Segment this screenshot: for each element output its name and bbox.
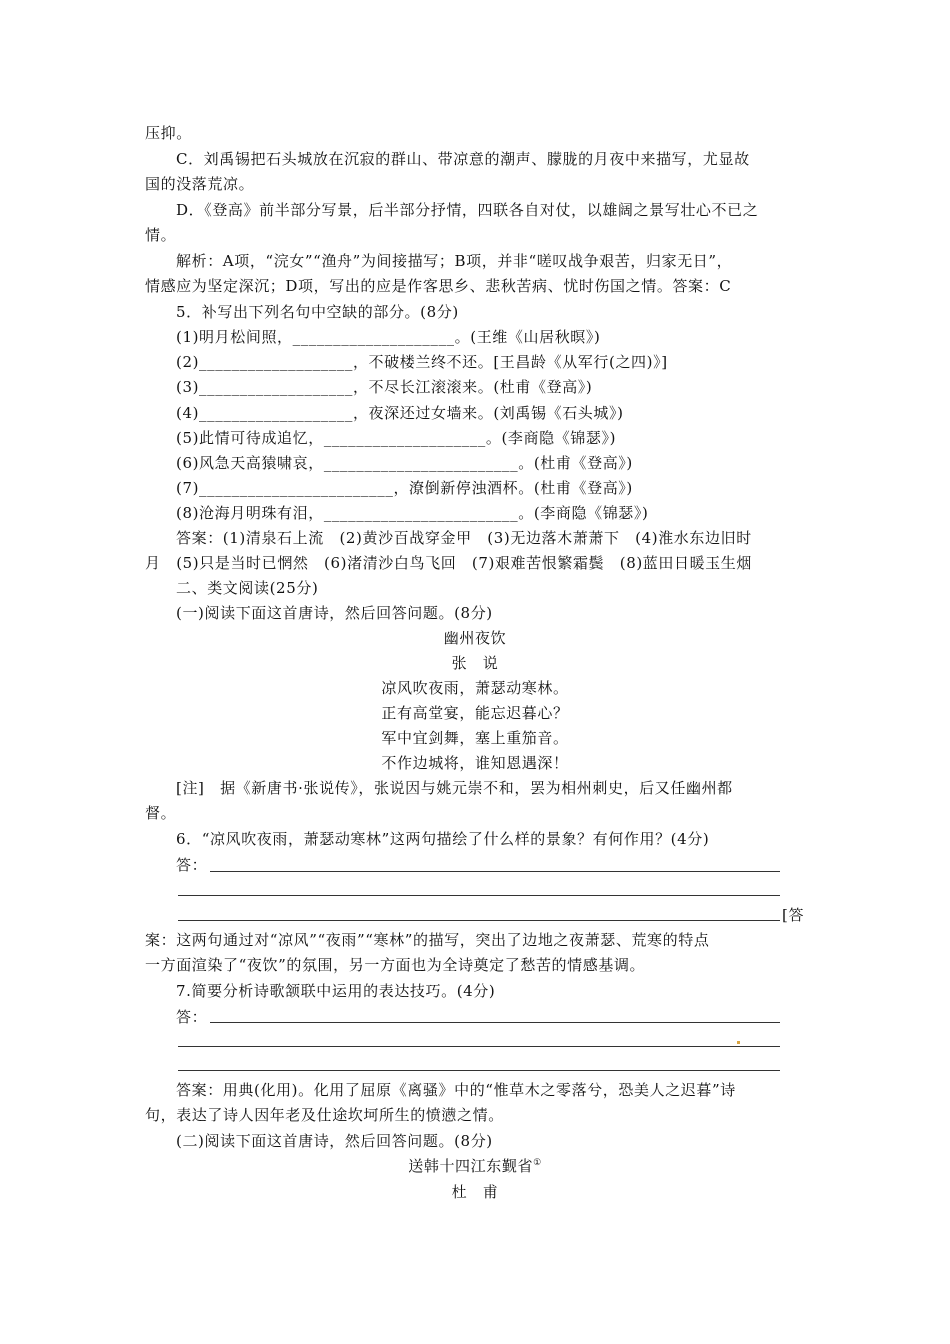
answer-line xyxy=(178,1070,780,1071)
answer-6-line2: 一方面渲染了“夜饮”的氛围，另一方面也为全诗奠定了愁苦的情感基调。 xyxy=(145,956,646,974)
answer-7-line2: 句，表达了诗人因年老及仕途坎坷所生的愤懑之情。 xyxy=(145,1106,504,1124)
note-line1: [注] 据《新唐书·张说传》，张说因与姚元崇不和，罢为相州刺史，后又任幽州都 xyxy=(176,779,733,797)
fill-item-3: (3)___________________，不尽长江滚滚来。(杜甫《登高》) xyxy=(176,378,593,396)
option-c-line1: C．刘禹锡把石头城放在沉寂的群山、带凉意的潮声、朦胧的月夜中来描写，尤显故 xyxy=(176,150,750,168)
text-line: 压抑。 xyxy=(145,124,192,142)
answer-label-7: 答： xyxy=(176,1008,208,1026)
fill-item-4: (4)___________________，夜深还过女墙来。(刘禹锡《石头城》) xyxy=(176,404,624,422)
analysis-line2: 情感应为坚定深沉；D项，写出的应是作客思乡、悲秋苦病、忧时伤国之情。答案：C xyxy=(145,277,732,295)
fill-item-6: (6)风急天高猿啸哀，________________________。(杜甫《登高》) xyxy=(176,454,633,472)
option-d-line1: D．《登高》前半部分写景，后半部分抒情，四联各自对仗，以雄阔之景写壮心不已之 xyxy=(176,201,759,219)
part-1-intro: (一)阅读下面这首唐诗，然后回答问题。(8分) xyxy=(176,604,493,622)
answer-label-6: 答： xyxy=(176,856,208,874)
fill-item-2: (2)___________________，不破楼兰终不还。[王昌龄《从军行(之四)》] xyxy=(176,353,668,371)
note-line2: 督。 xyxy=(145,804,177,822)
part-2-intro: (二)阅读下面这首唐诗，然后回答问题。(8分) xyxy=(176,1132,493,1150)
poem-2-title xyxy=(0,1156,950,1176)
footnote-marker: ① xyxy=(533,1158,542,1168)
poem-1-author: 张 说 xyxy=(451,654,499,672)
answer-5-line2: 月 (5)只是当时已惘然 (6)渚清沙白鸟飞回 (7)艰难苦恨繁霜鬓 (8)蓝田日暖玉生烟 xyxy=(145,554,752,572)
fill-item-5: (5)此情可待成追忆，____________________。(李商隐《锦瑟》) xyxy=(176,429,617,447)
answer-line xyxy=(178,920,780,921)
answer-line xyxy=(178,895,780,896)
fill-item-1: (1)明月松间照，____________________。(王维《山居秋暝》) xyxy=(176,328,601,346)
option-c-line2: 国的没落荒凉。 xyxy=(145,175,255,193)
poem-1-verse-4: 不作边城将，谁知恩遇深！ xyxy=(381,754,569,772)
answer-6-line1: 案：这两句通过对“凉风”“夜雨”“寒林”的描写，突出了边地之夜萧瑟、荒寒的特点 xyxy=(145,931,710,949)
section-heading: 二、类文阅读(25分) xyxy=(176,579,319,597)
answer-bracket: [答 xyxy=(782,906,805,924)
fill-item-8: (8)沧海月明珠有泪，________________________。(李商隐《锦瑟》) xyxy=(176,504,649,522)
question-6: 6．“凉风吹夜雨，萧瑟动寒林”这两句描绘了什么样的景象？有何作用？(4分) xyxy=(176,830,710,848)
poem-1-title: 幽州夜饮 xyxy=(443,629,507,647)
answer-5-line1: 答案：(1)清泉石上流 (2)黄沙百战穿金甲 (3)无边落木萧萧下 (4)淮水东边旧时 xyxy=(176,529,752,547)
answer-line xyxy=(210,1022,780,1023)
question-7: 7.简要分析诗歌颔联中运用的表达技巧。(4分) xyxy=(176,982,496,1000)
poem-2-title-text: 送韩十四江东觐省 xyxy=(408,1157,534,1175)
option-d-line2: 情。 xyxy=(145,226,177,244)
answer-line xyxy=(178,1046,780,1047)
poem-2-author: 杜 甫 xyxy=(451,1183,499,1201)
stray-mark xyxy=(737,1041,740,1044)
poem-1-verse-2: 正有高堂宴，能忘迟暮心？ xyxy=(381,704,569,722)
answer-line xyxy=(210,871,780,872)
question-5: 5．补写出下列名句中空缺的部分。(8分) xyxy=(176,303,459,321)
answer-7-line1: 答案：用典(化用)。化用了屈原《离骚》中的“惟草木之零落兮，恐美人之迟暮”诗 xyxy=(176,1081,736,1099)
poem-1-verse-1: 凉风吹夜雨，萧瑟动寒林。 xyxy=(381,679,569,697)
analysis-line1: 解析：A项，“浣女”“渔舟”为间接描写；B项，并非“嗟叹战争艰苦，归家无日”， xyxy=(176,252,733,270)
fill-item-7: (7)________________________，潦倒新停浊酒杯。(杜甫《登高》) xyxy=(176,479,633,497)
poem-1-verse-3: 军中宜剑舞，塞上重笳音。 xyxy=(381,729,569,747)
